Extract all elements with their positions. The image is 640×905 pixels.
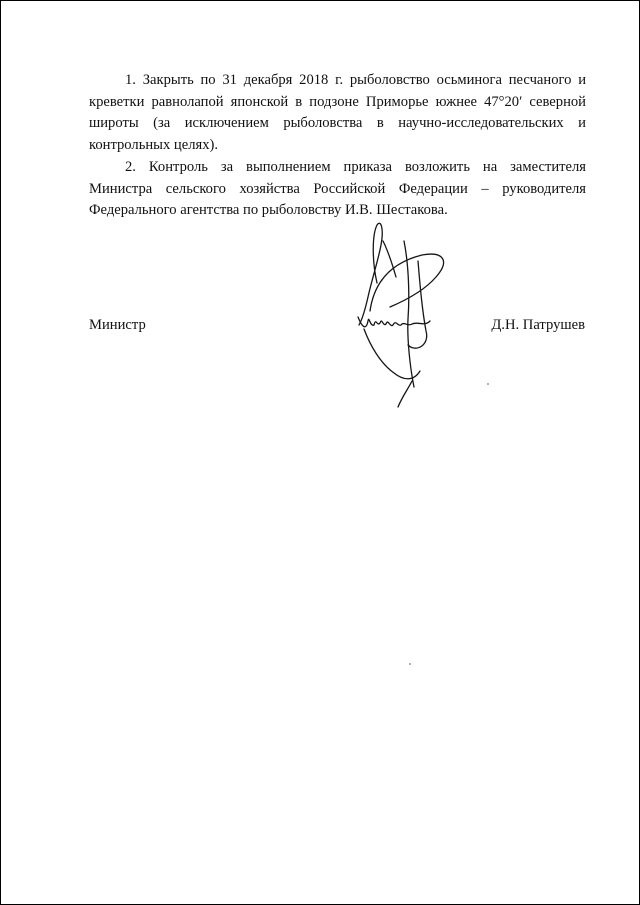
- position-title: Министр: [89, 317, 146, 333]
- signatory-name: Д.Н. Патрушев: [491, 317, 585, 333]
- order-body: [89, 70, 586, 222]
- paragraph-2: 2. Контроль за выполнением приказа возложить на заместителя Министра сельского хозяйства Российской Федерации – руководителя Федерального агентства по рыболовству И.В. Шестакова.: [89, 159, 586, 218]
- signature-block: [89, 317, 586, 341]
- handwritten-signature: [350, 221, 460, 411]
- scan-speck: [487, 383, 489, 385]
- paragraph-1: 1. Закрыть по 31 декабря 2018 г. рыболовство осьминога песчаного и креветки равнолапой японской в подзоне Приморье южнее 47°20′ северной широты (за исключением рыболовства в научно-исследовательских и контрольных целях).: [89, 72, 586, 153]
- scan-speck: [409, 663, 411, 665]
